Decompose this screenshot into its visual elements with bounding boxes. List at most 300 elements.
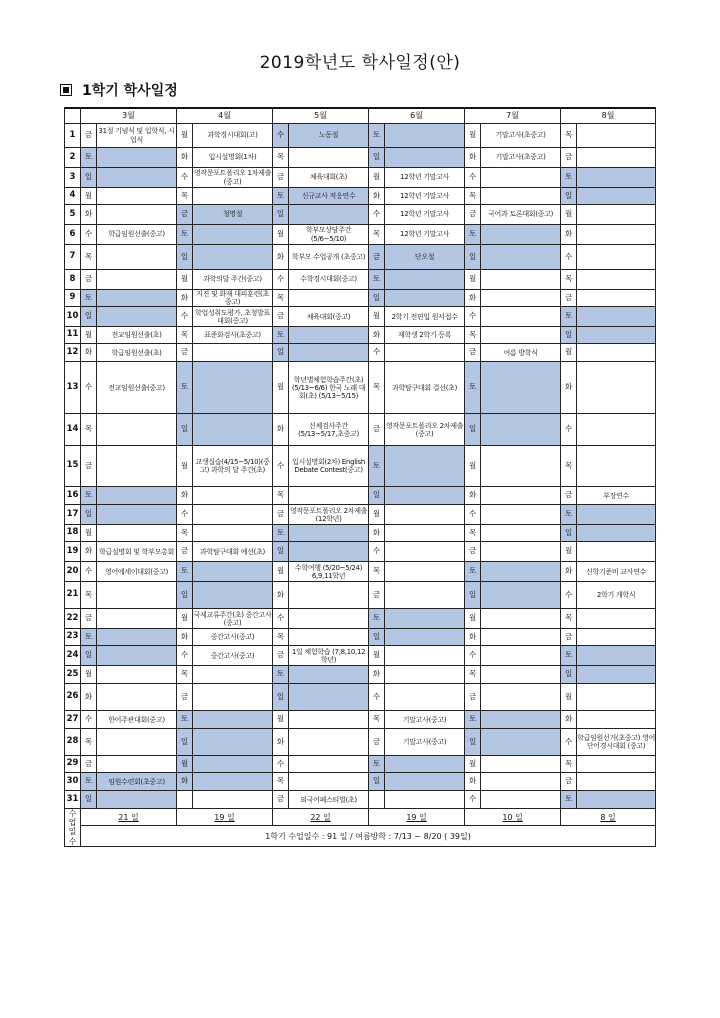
event-cell bbox=[97, 307, 177, 327]
weekday-cell bbox=[369, 791, 385, 809]
event-cell bbox=[289, 148, 369, 168]
event-cell bbox=[385, 562, 465, 582]
event-cell bbox=[193, 245, 273, 270]
weekday-cell: 토 bbox=[369, 609, 385, 629]
event-cell bbox=[577, 773, 656, 791]
weekday-cell: 토 bbox=[561, 505, 577, 525]
table-row bbox=[65, 327, 656, 344]
weekday-cell: 일 bbox=[465, 414, 481, 446]
event-cell bbox=[97, 525, 177, 542]
event-cell bbox=[289, 609, 369, 629]
event-cell: 31절 기념식 및 입학식, 시업식 bbox=[97, 124, 177, 148]
event-cell: 기말고사(중고) bbox=[385, 729, 465, 756]
event-cell: 2학기 전편입 원서접수 bbox=[385, 307, 465, 327]
event-cell bbox=[481, 609, 561, 629]
event-cell bbox=[577, 225, 656, 245]
weekday-cell: 금 bbox=[177, 344, 193, 362]
weekday-cell: 월 bbox=[81, 666, 97, 684]
weekday-cell: 수 bbox=[177, 307, 193, 327]
semester-summary: 1학기 수업일수 : 91 일 / 여름방학 : 7/13 ~ 8/20 ( 39일) bbox=[81, 826, 656, 847]
event-cell bbox=[97, 684, 177, 711]
weekday-cell: 토 bbox=[273, 525, 289, 542]
weekday-cell: 화 bbox=[465, 629, 481, 646]
date-number: 25 bbox=[65, 666, 81, 684]
month-total: 8 일 bbox=[561, 809, 656, 826]
event-cell bbox=[481, 646, 561, 666]
month-total: 21 일 bbox=[81, 809, 177, 826]
event-cell bbox=[193, 225, 273, 245]
weekday-cell: 수 bbox=[81, 225, 97, 245]
weekday-cell: 수 bbox=[369, 542, 385, 562]
event-cell bbox=[385, 148, 465, 168]
table-row bbox=[65, 609, 656, 629]
date-number: 19 bbox=[65, 542, 81, 562]
weekday-cell: 화 bbox=[177, 629, 193, 646]
event-cell: 2학기 개학식 bbox=[577, 582, 656, 609]
month-header: 4월 bbox=[177, 108, 273, 124]
weekday-cell: 월 bbox=[369, 307, 385, 327]
event-cell bbox=[193, 582, 273, 609]
date-number: 9 bbox=[65, 290, 81, 307]
date-number: 23 bbox=[65, 629, 81, 646]
weekday-cell: 토 bbox=[369, 124, 385, 148]
event-cell bbox=[385, 609, 465, 629]
weekday-cell: 목 bbox=[369, 711, 385, 729]
weekday-cell: 수 bbox=[273, 756, 289, 773]
event-cell: 국어과 토론대회(중고) bbox=[481, 205, 561, 225]
event-cell bbox=[289, 205, 369, 225]
weekday-cell: 화 bbox=[81, 684, 97, 711]
event-cell bbox=[481, 666, 561, 684]
weekday-cell: 월 bbox=[177, 270, 193, 290]
date-number: 27 bbox=[65, 711, 81, 729]
weekday-cell: 수 bbox=[369, 684, 385, 711]
event-cell bbox=[577, 307, 656, 327]
event-cell bbox=[481, 582, 561, 609]
event-cell bbox=[97, 205, 177, 225]
table-row bbox=[65, 225, 656, 245]
event-cell: 국제교류주간(초) 중간고사(중고) bbox=[193, 610, 272, 627]
date-number: 10 bbox=[65, 307, 81, 327]
event-cell bbox=[97, 188, 177, 205]
weekday-cell: 수 bbox=[81, 362, 97, 414]
event-cell bbox=[481, 414, 561, 446]
event-cell bbox=[385, 344, 465, 362]
weekday-cell: 화 bbox=[273, 414, 289, 446]
weekday-cell: 목 bbox=[81, 414, 97, 446]
table-row bbox=[65, 205, 656, 225]
weekday-cell: 목 bbox=[177, 327, 193, 344]
weekday-cell: 수 bbox=[177, 168, 193, 188]
date-number: 3 bbox=[65, 168, 81, 188]
weekday-cell: 일 bbox=[177, 414, 193, 446]
table-row bbox=[65, 188, 656, 205]
table-row bbox=[65, 270, 656, 290]
weekday-cell: 목 bbox=[561, 124, 577, 148]
date-number: 13 bbox=[65, 362, 81, 414]
event-cell: 지진 및 화재 대피훈련(초중고) bbox=[193, 290, 273, 307]
weekday-cell: 수 bbox=[561, 582, 577, 609]
weekday-cell: 월 bbox=[177, 124, 193, 148]
event-cell bbox=[97, 629, 177, 646]
event-cell bbox=[481, 525, 561, 542]
weekday-cell: 월 bbox=[369, 646, 385, 666]
section-heading-text: 1학기 학사일정 bbox=[82, 83, 178, 99]
weekday-cell: 금 bbox=[561, 773, 577, 791]
weekday-cell: 금 bbox=[273, 168, 289, 188]
weekday-cell: 금 bbox=[369, 729, 385, 756]
date-number: 21 bbox=[65, 582, 81, 609]
weekday-cell: 목 bbox=[177, 525, 193, 542]
weekday-cell: 월 bbox=[81, 188, 97, 205]
weekday-cell: 목 bbox=[273, 629, 289, 646]
weekday-cell: 일 bbox=[81, 505, 97, 525]
event-cell: 학부모 수업공개 (초중고) bbox=[289, 245, 369, 270]
month-header-row bbox=[65, 108, 656, 124]
event-cell bbox=[97, 168, 177, 188]
weekday-cell: 화 bbox=[81, 344, 97, 362]
weekday-cell: 월 bbox=[561, 542, 577, 562]
weekday-cell: 화 bbox=[561, 225, 577, 245]
date-number: 1 bbox=[65, 124, 81, 148]
event-cell: 전교임원선출(초) bbox=[97, 327, 177, 344]
event-cell bbox=[385, 542, 465, 562]
event-cell: 기말고사(중고) bbox=[385, 711, 465, 729]
weekday-cell: 월 bbox=[273, 562, 289, 582]
event-cell: 한어주관대회(중고) bbox=[97, 711, 177, 729]
weekday-cell: 화 bbox=[561, 562, 577, 582]
weekday-cell: 화 bbox=[177, 773, 193, 791]
weekday-cell: 목 bbox=[465, 327, 481, 344]
event-cell bbox=[385, 791, 465, 809]
weekday-cell: 일 bbox=[81, 646, 97, 666]
event-cell bbox=[385, 629, 465, 646]
date-number: 26 bbox=[65, 684, 81, 711]
event-cell bbox=[97, 609, 177, 629]
event-cell bbox=[97, 582, 177, 609]
weekday-cell: 토 bbox=[177, 562, 193, 582]
table-row bbox=[65, 684, 656, 711]
event-cell bbox=[481, 629, 561, 646]
weekday-cell: 일 bbox=[465, 582, 481, 609]
event-cell bbox=[481, 307, 561, 327]
event-cell: 학급설명회 및 학부모총회 bbox=[97, 542, 177, 562]
table-row bbox=[65, 756, 656, 773]
table-row bbox=[65, 446, 656, 487]
table-row bbox=[65, 666, 656, 684]
weekday-cell: 목 bbox=[561, 270, 577, 290]
event-cell: 12학년 기말고사 bbox=[385, 225, 465, 245]
weekday-cell: 일 bbox=[177, 729, 193, 756]
weekday-cell: 목 bbox=[273, 487, 289, 505]
weekday-cell: 월 bbox=[273, 362, 289, 414]
weekday-cell: 토 bbox=[369, 270, 385, 290]
weekday-cell: 금 bbox=[369, 582, 385, 609]
weekday-cell: 월 bbox=[273, 711, 289, 729]
date-number: 5 bbox=[65, 205, 81, 225]
weekday-cell: 금 bbox=[81, 756, 97, 773]
event-cell bbox=[97, 245, 177, 270]
weekday-cell: 월 bbox=[177, 609, 193, 629]
weekday-cell: 토 bbox=[273, 666, 289, 684]
table-row bbox=[65, 362, 656, 414]
event-cell bbox=[577, 711, 656, 729]
weekday-cell: 화 bbox=[465, 148, 481, 168]
event-cell bbox=[289, 629, 369, 646]
event-cell: 교생실습(4/15~5/10)(중고) 과학의 달 주간(초) bbox=[193, 446, 273, 487]
event-cell: 외국어페스티벌(초) bbox=[289, 791, 369, 809]
weekday-cell: 수 bbox=[81, 711, 97, 729]
weekday-cell: 화 bbox=[369, 525, 385, 542]
event-cell bbox=[481, 773, 561, 791]
weekday-cell: 금 bbox=[81, 446, 97, 487]
weekday-cell: 월 bbox=[177, 756, 193, 773]
event-cell: 전교임원선출(중고) bbox=[97, 362, 177, 414]
event-cell bbox=[193, 791, 273, 809]
event-cell bbox=[97, 646, 177, 666]
weekday-cell: 수 bbox=[561, 414, 577, 446]
weekday-cell: 토 bbox=[177, 225, 193, 245]
weekday-cell: 금 bbox=[273, 505, 289, 525]
weekday-cell: 수 bbox=[465, 505, 481, 525]
event-cell bbox=[481, 245, 561, 270]
date-number: 20 bbox=[65, 562, 81, 582]
event-cell bbox=[577, 609, 656, 629]
table-row bbox=[65, 542, 656, 562]
event-cell bbox=[481, 290, 561, 307]
event-cell bbox=[577, 629, 656, 646]
weekday-cell: 월 bbox=[81, 525, 97, 542]
event-cell bbox=[97, 270, 177, 290]
event-cell bbox=[577, 270, 656, 290]
weekday-cell: 수 bbox=[465, 307, 481, 327]
weekday-cell: 일 bbox=[81, 791, 97, 809]
table-row bbox=[65, 791, 656, 809]
weekday-cell: 토 bbox=[561, 168, 577, 188]
event-cell: 학년별체험학습주간(초) (5/13~6/6) 한국 노래 대회(초) (5/13~5/15) bbox=[289, 362, 369, 414]
weekday-cell: 월 bbox=[465, 609, 481, 629]
corner-cell bbox=[65, 108, 81, 124]
event-cell: 청명절 bbox=[193, 205, 273, 225]
event-cell bbox=[577, 124, 656, 148]
weekday-cell: 월 bbox=[81, 327, 97, 344]
weekday-cell: 목 bbox=[81, 582, 97, 609]
date-number: 31 bbox=[65, 791, 81, 809]
weekday-cell: 수 bbox=[561, 729, 577, 756]
event-cell bbox=[97, 756, 177, 773]
event-cell bbox=[289, 711, 369, 729]
weekday-cell: 토 bbox=[561, 307, 577, 327]
table-row bbox=[65, 168, 656, 188]
event-cell bbox=[289, 684, 369, 711]
event-cell: 영작문포트폴리오 1차제출(중고) bbox=[193, 169, 272, 186]
weekday-cell: 토 bbox=[465, 225, 481, 245]
weekday-cell: 목 bbox=[81, 729, 97, 756]
summary-row bbox=[65, 826, 656, 847]
event-cell bbox=[289, 773, 369, 791]
event-cell bbox=[481, 362, 561, 414]
weekday-cell: 금 bbox=[561, 487, 577, 505]
date-number: 12 bbox=[65, 344, 81, 362]
weekday-cell: 일 bbox=[369, 290, 385, 307]
table-row bbox=[65, 414, 656, 446]
weekday-cell: 목 bbox=[561, 756, 577, 773]
weekday-cell: 토 bbox=[81, 290, 97, 307]
date-number: 14 bbox=[65, 414, 81, 446]
weekday-cell: 토 bbox=[465, 562, 481, 582]
event-cell bbox=[481, 188, 561, 205]
month-header: 6월 bbox=[369, 108, 465, 124]
event-cell: 과학의달 주간(중고) bbox=[193, 270, 273, 290]
event-cell bbox=[193, 773, 273, 791]
weekday-cell: 수 bbox=[177, 646, 193, 666]
event-cell bbox=[481, 505, 561, 525]
event-cell: 여름 방학식 bbox=[481, 344, 561, 362]
event-cell: 1일 체험학습 (7,8,10,12학년) bbox=[289, 646, 369, 666]
event-cell bbox=[577, 362, 656, 414]
weekday-cell: 월 bbox=[561, 344, 577, 362]
weekday-cell: 일 bbox=[81, 168, 97, 188]
table-row bbox=[65, 525, 656, 542]
weekday-cell: 금 bbox=[561, 148, 577, 168]
weekday-cell: 일 bbox=[81, 307, 97, 327]
event-cell bbox=[289, 344, 369, 362]
event-cell bbox=[289, 666, 369, 684]
weekday-cell: 화 bbox=[273, 582, 289, 609]
date-number: 7 bbox=[65, 245, 81, 270]
event-cell bbox=[577, 245, 656, 270]
event-cell bbox=[289, 487, 369, 505]
weekday-cell: 월 bbox=[273, 225, 289, 245]
weekday-cell: 일 bbox=[273, 205, 289, 225]
event-cell bbox=[193, 562, 273, 582]
weekday-cell: 수 bbox=[273, 270, 289, 290]
weekday-cell: 화 bbox=[177, 290, 193, 307]
table-row bbox=[65, 307, 656, 327]
event-cell bbox=[193, 414, 273, 446]
table-row bbox=[65, 148, 656, 168]
weekday-cell: 월 bbox=[465, 446, 481, 487]
table-row bbox=[65, 729, 656, 756]
event-cell bbox=[385, 270, 465, 290]
event-cell bbox=[193, 344, 273, 362]
event-cell bbox=[193, 505, 273, 525]
weekday-cell: 월 bbox=[561, 205, 577, 225]
event-cell bbox=[97, 666, 177, 684]
weekday-cell: 토 bbox=[273, 327, 289, 344]
event-cell bbox=[97, 414, 177, 446]
weekday-cell: 일 bbox=[369, 629, 385, 646]
event-cell: 영어에세이대회(중고) bbox=[97, 562, 177, 582]
event-cell bbox=[481, 791, 561, 809]
weekday-cell: 일 bbox=[273, 344, 289, 362]
weekday-cell: 화 bbox=[81, 542, 97, 562]
weekday-cell: 목 bbox=[465, 188, 481, 205]
weekday-cell: 월 bbox=[369, 168, 385, 188]
schedule-table bbox=[64, 107, 656, 847]
weekday-cell: 토 bbox=[465, 362, 481, 414]
weekday-cell: 목 bbox=[369, 362, 385, 414]
weekday-cell: 목 bbox=[177, 188, 193, 205]
date-number: 11 bbox=[65, 327, 81, 344]
weekday-cell: 수 bbox=[273, 446, 289, 487]
month-header: 7월 bbox=[465, 108, 561, 124]
event-cell: 학급임원선출(초) bbox=[97, 344, 177, 362]
event-cell: 중간고사(중고) bbox=[193, 629, 273, 646]
event-cell bbox=[481, 711, 561, 729]
month-total: 22 일 bbox=[273, 809, 369, 826]
weekday-cell: 목 bbox=[465, 666, 481, 684]
event-cell bbox=[193, 711, 273, 729]
event-cell bbox=[385, 646, 465, 666]
weekday-cell: 목 bbox=[177, 666, 193, 684]
event-cell bbox=[97, 729, 177, 756]
weekday-cell: 화 bbox=[81, 205, 97, 225]
weekday-cell: 일 bbox=[465, 729, 481, 756]
date-number: 6 bbox=[65, 225, 81, 245]
weekday-cell: 수 bbox=[81, 562, 97, 582]
event-cell bbox=[97, 446, 177, 487]
weekday-cell: 일 bbox=[369, 487, 385, 505]
weekday-cell: 수 bbox=[369, 205, 385, 225]
event-cell bbox=[385, 446, 465, 487]
weekday-cell: 금 bbox=[177, 205, 193, 225]
weekday-cell: 목 bbox=[273, 290, 289, 307]
weekday-cell: 금 bbox=[273, 646, 289, 666]
event-cell: 재학생 2학기 등록 bbox=[385, 327, 465, 344]
event-cell: 수학경시대회(중고) bbox=[289, 270, 369, 290]
weekday-cell: 토 bbox=[465, 711, 481, 729]
event-cell bbox=[577, 290, 656, 307]
weekday-cell: 금 bbox=[465, 684, 481, 711]
weekday-cell: 화 bbox=[465, 487, 481, 505]
weekday-cell: 월 bbox=[561, 684, 577, 711]
weekday-cell: 화 bbox=[561, 362, 577, 414]
table-row bbox=[65, 290, 656, 307]
table-row bbox=[65, 773, 656, 791]
totals-label: 수업일수 bbox=[65, 809, 81, 847]
event-cell bbox=[289, 756, 369, 773]
event-cell bbox=[385, 487, 465, 505]
weekday-cell: 목 bbox=[273, 148, 289, 168]
event-cell bbox=[481, 684, 561, 711]
date-number: 28 bbox=[65, 729, 81, 756]
weekday-cell: 일 bbox=[177, 582, 193, 609]
weekday-cell: 화 bbox=[273, 729, 289, 756]
event-cell: 수학여행 (5/20~5/24) 6,9,11학년 bbox=[289, 562, 369, 582]
event-cell bbox=[481, 327, 561, 344]
event-cell bbox=[193, 684, 273, 711]
event-cell bbox=[577, 188, 656, 205]
table-row bbox=[65, 505, 656, 525]
event-cell bbox=[97, 505, 177, 525]
event-cell bbox=[481, 729, 561, 756]
weekday-cell: 수 bbox=[273, 124, 289, 148]
event-cell: 입시설명회(2차) English Debate Contest(중고) bbox=[289, 446, 369, 487]
date-number: 16 bbox=[65, 487, 81, 505]
event-cell bbox=[577, 205, 656, 225]
event-cell bbox=[385, 582, 465, 609]
weekday-cell: 월 bbox=[465, 270, 481, 290]
weekday-cell: 토 bbox=[273, 188, 289, 205]
event-cell bbox=[289, 327, 369, 344]
event-cell bbox=[193, 188, 273, 205]
event-cell: 과학경시대회(고) bbox=[193, 124, 273, 148]
weekday-cell: 일 bbox=[561, 525, 577, 542]
event-cell bbox=[385, 756, 465, 773]
event-cell bbox=[577, 542, 656, 562]
event-cell bbox=[481, 562, 561, 582]
